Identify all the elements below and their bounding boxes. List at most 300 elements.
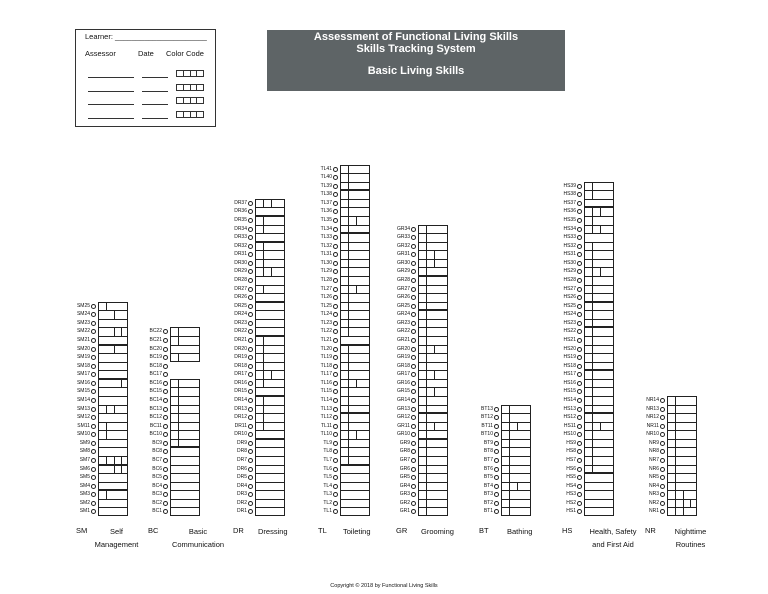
skill-circle-icon[interactable] [577,278,582,283]
skill-circle-icon[interactable] [494,492,499,497]
skill-circle-icon[interactable] [494,424,499,429]
skill-circle-icon[interactable] [411,415,416,420]
assessor-field[interactable] [88,104,134,105]
skill-circle-icon[interactable] [248,338,253,343]
skill-circle-icon[interactable] [163,467,168,472]
skill-circle-icon[interactable] [494,449,499,454]
skill-circle-icon[interactable] [248,312,253,317]
skill-circle-icon[interactable] [91,415,96,420]
skill-circle-icon[interactable] [411,278,416,283]
tracking-block-gr-2[interactable] [418,413,448,439]
row-line [341,490,369,491]
tracking-block-tl-5[interactable] [340,190,370,233]
skill-label-gr5: GR5 [399,474,410,481]
skill-circle-icon[interactable] [660,424,665,429]
tracking-block-dr-7[interactable] [255,199,285,216]
skill-circle-icon[interactable] [91,484,96,489]
skill-circle-icon[interactable] [411,501,416,506]
skill-circle-icon[interactable] [91,398,96,403]
skill-circle-icon[interactable] [660,449,665,454]
skill-circle-icon[interactable] [248,287,253,292]
skill-circle-icon[interactable] [411,484,416,489]
skill-circle-icon[interactable] [577,192,582,197]
skill-circle-icon[interactable] [577,381,582,386]
skill-circle-icon[interactable] [333,509,338,514]
cell-divider [178,379,179,388]
skill-circle-icon[interactable] [411,424,416,429]
skill-circle-icon[interactable] [91,321,96,326]
skill-circle-icon[interactable] [91,492,96,497]
tracking-block-gr-4[interactable] [418,276,448,310]
skill-circle-icon[interactable] [577,372,582,377]
skill-circle-icon[interactable] [411,287,416,292]
skill-circle-icon[interactable] [411,244,416,249]
tracking-block-sm-5[interactable] [98,302,128,345]
skill-circle-icon[interactable] [660,407,665,412]
skill-circle-icon[interactable] [577,501,582,506]
skill-circle-icon[interactable] [91,467,96,472]
skill-circle-icon[interactable] [411,338,416,343]
skill-circle-icon[interactable] [411,329,416,334]
skill-circle-icon[interactable] [660,484,665,489]
skill-circle-icon[interactable] [660,432,665,437]
skill-circle-icon[interactable] [411,227,416,232]
skill-label-tl14: TL14 [320,397,332,404]
skill-circle-icon[interactable] [333,389,338,394]
skill-circle-icon[interactable] [333,304,338,309]
cell-divider [592,319,593,328]
skill-circle-icon[interactable] [91,424,96,429]
color-code-field[interactable] [176,84,204,91]
skill-circle-icon[interactable] [248,295,253,300]
tracking-block-dr-5[interactable] [255,242,285,302]
skill-circle-icon[interactable] [333,329,338,334]
skill-circle-icon[interactable] [577,321,582,326]
date-field[interactable] [142,104,168,105]
skill-circle-icon[interactable] [577,184,582,189]
skill-circle-icon[interactable] [163,389,168,394]
date-label: Date [138,49,154,58]
skill-circle-icon[interactable] [333,467,338,472]
skill-circle-icon[interactable] [577,364,582,369]
skill-circle-icon[interactable] [577,492,582,497]
skill-circle-icon[interactable] [411,269,416,274]
skill-circle-icon[interactable] [333,201,338,206]
skill-circle-icon[interactable] [248,475,253,480]
skill-circle-icon[interactable] [91,355,96,360]
row-line [419,327,447,328]
skill-circle-icon[interactable] [577,441,582,446]
color-code-field[interactable] [176,111,204,118]
cell-divider [356,285,357,294]
skill-circle-icon[interactable] [577,329,582,334]
cell-divider [178,422,179,431]
skill-circle-icon[interactable] [577,475,582,480]
skill-circle-icon[interactable] [248,278,253,283]
skill-circle-icon[interactable] [411,492,416,497]
skill-circle-icon[interactable] [163,449,168,454]
skill-circle-icon[interactable] [411,295,416,300]
row-line [341,259,369,260]
skill-circle-icon[interactable] [91,364,96,369]
skill-circle-icon[interactable] [577,235,582,240]
skill-circle-icon[interactable] [577,295,582,300]
skill-circle-icon[interactable] [411,304,416,309]
skill-circle-icon[interactable] [248,398,253,403]
tracking-block-hs-2[interactable] [584,413,614,473]
skill-circle-icon[interactable] [91,501,96,506]
skill-circle-icon[interactable] [411,355,416,360]
skill-circle-icon[interactable] [91,509,96,514]
skill-circle-icon[interactable] [660,441,665,446]
skill-circle-icon[interactable] [411,449,416,454]
skill-circle-icon[interactable] [411,389,416,394]
skill-circle-icon[interactable] [248,432,253,437]
skill-circle-icon[interactable] [333,407,338,412]
skill-circle-icon[interactable] [577,312,582,317]
tracking-block-dr-1[interactable] [255,439,285,516]
skill-circle-icon[interactable] [333,269,338,274]
skill-circle-icon[interactable] [411,252,416,257]
cell-divider [509,491,510,500]
cell-divider [426,388,427,397]
skill-circle-icon[interactable] [248,458,253,463]
skill-label-hs22: HS22 [563,328,576,335]
skill-circle-icon[interactable] [333,398,338,403]
skill-circle-icon[interactable] [494,509,499,514]
skill-circle-icon[interactable] [333,338,338,343]
skill-circle-icon[interactable] [333,355,338,360]
skill-circle-icon[interactable] [411,321,416,326]
skill-circle-icon[interactable] [163,475,168,480]
skill-circle-icon[interactable] [660,509,665,514]
skill-circle-icon[interactable] [163,355,168,360]
skill-circle-icon[interactable] [411,441,416,446]
tracking-block-gr-3[interactable] [418,310,448,413]
skill-circle-icon[interactable] [91,389,96,394]
tracking-block-tl-1[interactable] [340,465,370,516]
skill-circle-icon[interactable] [163,441,168,446]
skill-circle-icon[interactable] [333,175,338,180]
tracking-block-gr-1[interactable] [418,439,448,516]
skill-circle-icon[interactable] [248,389,253,394]
skill-label-bt12: BT12 [481,414,493,421]
skill-circle-icon[interactable] [333,312,338,317]
row-line [99,362,127,363]
tracking-block-hs-5[interactable] [584,302,614,328]
skill-circle-icon[interactable] [248,304,253,309]
skill-circle-icon[interactable] [411,347,416,352]
skill-circle-icon[interactable] [494,432,499,437]
skill-circle-icon[interactable] [577,338,582,343]
skill-circle-icon[interactable] [577,407,582,412]
skill-label-dr12: DR12 [234,414,247,421]
skill-circle-icon[interactable] [411,475,416,480]
skill-circle-icon[interactable] [248,261,253,266]
skill-circle-icon[interactable] [163,398,168,403]
skill-circle-icon[interactable] [163,407,168,412]
skill-circle-icon[interactable] [91,304,96,309]
tracking-block-bc-1[interactable] [170,447,200,516]
skill-circle-icon[interactable] [577,398,582,403]
skill-circle-icon[interactable] [333,278,338,283]
skill-circle-icon[interactable] [411,467,416,472]
tracking-block-hs-3[interactable] [584,370,614,413]
skill-circle-icon[interactable] [577,252,582,257]
skill-circle-icon[interactable] [163,381,168,386]
skill-circle-icon[interactable] [333,261,338,266]
skill-circle-icon[interactable] [660,467,665,472]
skill-circle-icon[interactable] [333,235,338,240]
skill-circle-icon[interactable] [333,364,338,369]
cell-divider [348,448,349,457]
skill-circle-icon[interactable] [248,381,253,386]
skill-circle-icon[interactable] [577,304,582,309]
skill-circle-icon[interactable] [91,381,96,386]
skill-circle-icon[interactable] [333,347,338,352]
skill-circle-icon[interactable] [660,458,665,463]
skill-circle-icon[interactable] [411,364,416,369]
skill-circle-icon[interactable] [411,261,416,266]
skill-circle-icon[interactable] [333,167,338,172]
skill-circle-icon[interactable] [248,244,253,249]
skill-circle-icon[interactable] [411,235,416,240]
skill-circle-icon[interactable] [163,372,168,377]
tracking-block-sm-4[interactable] [98,345,128,379]
tracking-block-bc-3[interactable] [170,327,200,361]
skill-circle-icon[interactable] [660,415,665,420]
skill-circle-icon[interactable] [494,441,499,446]
skill-circle-icon[interactable] [163,492,168,497]
row-line [341,336,369,337]
skill-circle-icon[interactable] [248,484,253,489]
skill-circle-icon[interactable] [333,458,338,463]
skill-circle-icon[interactable] [91,372,96,377]
skill-circle-icon[interactable] [248,329,253,334]
date-field[interactable] [142,91,168,92]
skill-circle-icon[interactable] [333,381,338,386]
skill-circle-icon[interactable] [333,184,338,189]
skill-circle-icon[interactable] [248,269,253,274]
tracking-block-tl-4[interactable] [340,233,370,344]
skill-circle-icon[interactable] [494,475,499,480]
skill-circle-icon[interactable] [494,407,499,412]
color-code-field[interactable] [176,97,204,104]
skill-circle-icon[interactable] [577,269,582,274]
skill-circle-icon[interactable] [577,415,582,420]
cell-divider [348,259,349,268]
skill-circle-icon[interactable] [163,424,168,429]
skill-circle-icon[interactable] [333,227,338,232]
skill-circle-icon[interactable] [494,458,499,463]
skill-circle-icon[interactable] [577,458,582,463]
row-line [341,327,369,328]
skill-circle-icon[interactable] [577,467,582,472]
row-line [585,387,613,388]
skill-circle-icon[interactable] [248,415,253,420]
skill-label-gr14: GR14 [396,397,410,404]
skill-circle-icon[interactable] [411,381,416,386]
skill-circle-icon[interactable] [248,355,253,360]
skill-circle-icon[interactable] [577,201,582,206]
skill-circle-icon[interactable] [163,432,168,437]
skill-circle-icon[interactable] [333,209,338,214]
skill-circle-icon[interactable] [333,484,338,489]
skill-circle-icon[interactable] [577,244,582,249]
skill-circle-icon[interactable] [91,338,96,343]
skill-circle-icon[interactable] [91,329,96,334]
skill-circle-icon[interactable] [494,467,499,472]
skill-circle-icon[interactable] [248,227,253,232]
skill-circle-icon[interactable] [494,501,499,506]
skill-circle-icon[interactable] [333,218,338,223]
tracking-block-hs-4[interactable] [584,327,614,370]
assessor-field[interactable] [88,91,134,92]
skill-circle-icon[interactable] [333,449,338,454]
skill-circle-icon[interactable] [660,501,665,506]
assessor-field[interactable] [88,118,134,119]
skill-circle-icon[interactable] [91,312,96,317]
skill-circle-icon[interactable] [248,492,253,497]
skill-circle-icon[interactable] [660,475,665,480]
skill-circle-icon[interactable] [411,458,416,463]
skill-circle-icon[interactable] [494,484,499,489]
skill-circle-icon[interactable] [333,415,338,420]
skill-circle-icon[interactable] [91,441,96,446]
tracking-block-hs-6[interactable] [584,207,614,301]
skill-circle-icon[interactable] [248,467,253,472]
color-code-field[interactable] [176,70,204,77]
skill-circle-icon[interactable] [411,509,416,514]
skill-circle-icon[interactable] [333,192,338,197]
skill-circle-icon[interactable] [411,432,416,437]
skill-circle-icon[interactable] [333,424,338,429]
skill-circle-icon[interactable] [577,347,582,352]
skill-circle-icon[interactable] [333,475,338,480]
skill-circle-icon[interactable] [248,449,253,454]
skill-circle-icon[interactable] [333,372,338,377]
tracking-block-sm-2[interactable] [98,465,128,491]
skill-circle-icon[interactable] [248,252,253,257]
skill-circle-icon[interactable] [248,321,253,326]
tracking-block-dr-6[interactable] [255,216,285,242]
skill-circle-icon[interactable] [577,449,582,454]
skill-circle-icon[interactable] [163,484,168,489]
skill-circle-icon[interactable] [248,407,253,412]
skill-circle-icon[interactable] [248,501,253,506]
skill-circle-icon[interactable] [577,227,582,232]
skill-circle-icon[interactable] [91,449,96,454]
skill-circle-icon[interactable] [163,458,168,463]
tracking-block-hs-1[interactable] [584,473,614,516]
skill-circle-icon[interactable] [660,398,665,403]
skill-circle-icon[interactable] [248,218,253,223]
skill-circle-icon[interactable] [411,398,416,403]
skill-circle-icon[interactable] [163,329,168,334]
skill-circle-icon[interactable] [163,364,168,369]
skill-circle-icon[interactable] [411,312,416,317]
skill-circle-icon[interactable] [163,501,168,506]
tracking-block-dr-4[interactable] [255,302,285,336]
skill-circle-icon[interactable] [333,244,338,249]
skill-circle-icon[interactable] [248,235,253,240]
skill-circle-icon[interactable] [333,321,338,326]
skill-circle-icon[interactable] [577,484,582,489]
skill-circle-icon[interactable] [91,347,96,352]
skill-circle-icon[interactable] [577,432,582,437]
tracking-block-tl-6[interactable] [340,165,370,191]
skill-circle-icon[interactable] [248,364,253,369]
tracking-block-tl-3[interactable] [340,345,370,414]
skill-circle-icon[interactable] [333,287,338,292]
skill-circle-icon[interactable] [577,509,582,514]
skill-circle-icon[interactable] [91,458,96,463]
skill-circle-icon[interactable] [660,492,665,497]
skill-circle-icon[interactable] [577,355,582,360]
skill-label-gr19: GR19 [396,354,410,361]
cell-divider [509,431,510,440]
skill-circle-icon[interactable] [577,389,582,394]
skill-circle-icon[interactable] [333,432,338,437]
skill-circle-icon[interactable] [411,372,416,377]
skill-circle-icon[interactable] [333,295,338,300]
tracking-block-tl-2[interactable] [340,413,370,464]
skill-circle-icon[interactable] [91,475,96,480]
skill-circle-icon[interactable] [248,509,253,514]
assessor-field[interactable] [88,77,134,78]
skill-circle-icon[interactable] [577,218,582,223]
date-field[interactable] [142,118,168,119]
skill-circle-icon[interactable] [91,432,96,437]
tracking-block-nr-1[interactable] [667,396,697,516]
tracking-block-gr-5[interactable] [418,225,448,276]
skill-label-nr13: NR13 [646,405,659,412]
skill-circle-icon[interactable] [248,372,253,377]
skill-circle-icon[interactable] [248,441,253,446]
skill-circle-icon[interactable] [494,415,499,420]
tracking-block-hs-7[interactable] [584,182,614,208]
skill-circle-icon[interactable] [248,201,253,206]
skill-circle-icon[interactable] [91,407,96,412]
date-field[interactable] [142,77,168,78]
skill-circle-icon[interactable] [163,338,168,343]
skill-circle-icon[interactable] [577,287,582,292]
skill-circle-icon[interactable] [163,509,168,514]
skill-circle-icon[interactable] [163,415,168,420]
skill-circle-icon[interactable] [577,424,582,429]
tracking-block-dr-2[interactable] [255,396,285,439]
tracking-block-bt-1[interactable] [501,405,531,516]
skill-circle-icon[interactable] [333,441,338,446]
tracking-block-sm-3[interactable] [98,379,128,465]
skill-circle-icon[interactable] [163,347,168,352]
tracking-block-dr-3[interactable] [255,336,285,396]
tracking-block-sm-1[interactable] [98,490,128,516]
tracking-block-bc-2[interactable] [170,379,200,448]
skill-circle-icon[interactable] [577,261,582,266]
skill-circle-icon[interactable] [333,252,338,257]
skill-circle-icon[interactable] [333,501,338,506]
skill-circle-icon[interactable] [248,424,253,429]
skill-label-sm15: SM15 [76,388,90,395]
skill-circle-icon[interactable] [248,209,253,214]
skill-label-sm19: SM19 [76,354,90,361]
skill-circle-icon[interactable] [577,209,582,214]
skill-circle-icon[interactable] [333,492,338,497]
skill-circle-icon[interactable] [411,407,416,412]
skill-circle-icon[interactable] [248,347,253,352]
skill-label-tl2: TL2 [323,499,332,506]
